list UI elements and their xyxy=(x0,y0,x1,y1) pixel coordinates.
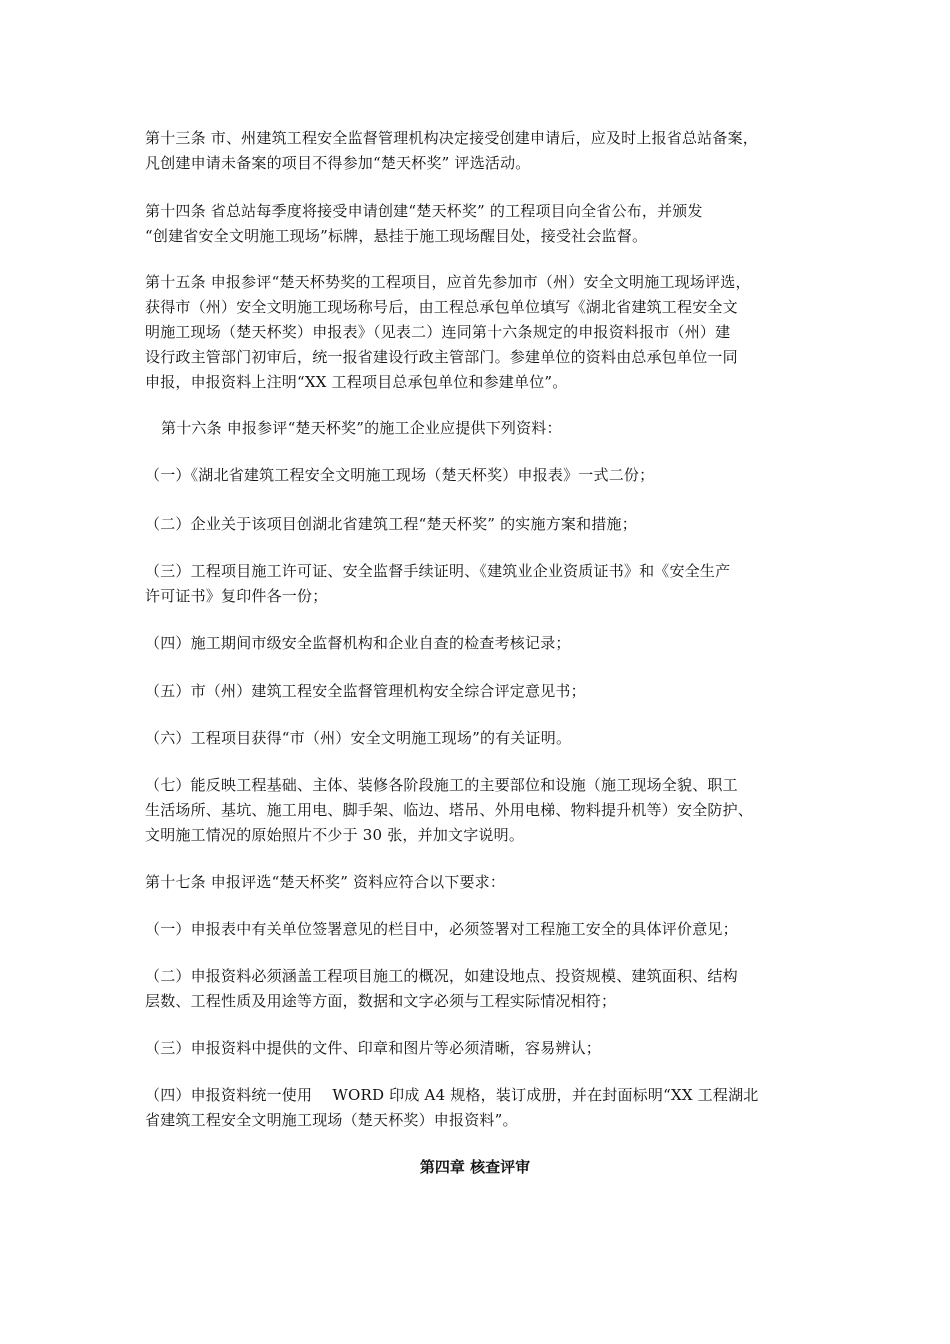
text-line: 凡创建申请未备案的项目不得参加“楚天杯奖” 评选活动。 xyxy=(145,154,531,172)
article-17-item-4 xyxy=(145,1083,835,1133)
article-17-item-1 xyxy=(145,917,835,942)
article-17-paragraph xyxy=(145,870,835,895)
text-line: （四）申报资料统一使用 WORD 印成 A4 规格，装订成册，并在封面标明“XX 工程湖北 xyxy=(145,1086,759,1104)
text-line: 文明施工情况的原始照片不少于 30 张，并加文字说明。 xyxy=(145,826,525,844)
text-line: （二）企业关于该项目创湖北省建筑工程“楚天杯奖” 的实施方案和措施； xyxy=(145,515,637,533)
text-line: （一）申报表中有关单位签署意见的栏目中，必须签署对工程施工安全的具体评价意见； xyxy=(145,920,738,938)
article-16-item-3 xyxy=(145,559,835,609)
text-line: “创建省安全文明施工现场”标牌，悬挂于施工现场醒目处，接受社会监督。 xyxy=(145,227,648,245)
text-line: 第十四条 省总站每季度将接受申请创建“楚天杯奖” 的工程项目向全省公布，并颁发 xyxy=(145,202,703,220)
text-line: 第十七条 申报评选“楚天杯奖” 资料应符合以下要求： xyxy=(145,873,506,891)
article-15-paragraph xyxy=(145,270,835,395)
text-line: （三）工程项目施工许可证、安全监督手续证明、《建筑业企业资质证书》和《安全生产 xyxy=(145,562,731,580)
article-16-item-7 xyxy=(145,773,835,848)
text-line: 第十三条 市、州建筑工程安全监督管理机构决定接受创建申请后，应及时上报省总站备案， xyxy=(145,129,758,147)
text-line: （六）工程项目获得“市（州）安全文明施工现场”的有关证明。 xyxy=(145,729,572,747)
text-line: 申报，申报资料上注明“XX 工程项目总承包单位和参建单位”。 xyxy=(145,373,568,391)
article-14-paragraph xyxy=(145,199,835,249)
text-line: （三）申报资料中提供的文件、印章和图片等必须清晰，容易辨认； xyxy=(145,1039,602,1057)
text-line: 设行政主管部门初审后，统一报省建设行政主管部门。参建单位的资料由总承包单位一同 xyxy=(145,348,738,366)
text-line: 省建筑工程安全文明施工现场（楚天杯奖）申报资料”。 xyxy=(145,1111,518,1129)
article-16-item-2 xyxy=(145,512,835,537)
article-16-item-6 xyxy=(145,726,835,751)
text-line: 第十五条 申报参评“楚天杯势奖的工程项目，应首先参加市（州）安全文明施工现场评选， xyxy=(145,273,751,291)
article-13-paragraph xyxy=(145,126,835,176)
text-line: （四）施工期间市级安全监督机构和企业自查的检查考核记录； xyxy=(145,634,571,652)
article-16-paragraph xyxy=(145,416,851,441)
article-16-item-5 xyxy=(145,679,835,704)
text-line: 第十六条 申报参评“楚天杯奖”的施工企业应提供下列资料： xyxy=(161,419,562,437)
text-line: （二）申报资料必须涵盖工程项目施工的概况，如建设地点、投资规模、建筑面积、结构 xyxy=(145,967,738,985)
text-line: 获得市（州）安全文明施工现场称号后，由工程总承包单位填写《湖北省建筑工程安全文 xyxy=(145,298,738,316)
text-line: 生活场所、基坑、施工用电、脚手架、临边、塔吊、外用电梯、物料提升机等）安全防护、 xyxy=(145,801,754,819)
text-line: （七）能反映工程基础、主体、装修各阶段施工的主要部位和设施（施工现场全貌、职工 xyxy=(145,776,738,794)
article-17-item-2 xyxy=(145,964,835,1014)
text-line: 层数、工程性质及用途等方面，数据和文字必须与工程实际情况相符； xyxy=(145,992,617,1010)
text-line: （一）《湖北省建筑工程安全文明施工现场（楚天杯奖）申报表》一式二份； xyxy=(145,466,655,484)
article-17-item-3 xyxy=(145,1036,835,1061)
text-line: 许可证书》复印件各一份； xyxy=(145,587,328,605)
text-line: （五）市（州）建筑工程安全监督管理机构安全综合评定意见书； xyxy=(145,682,586,700)
article-16-item-1 xyxy=(145,463,835,488)
article-16-item-4 xyxy=(145,631,835,656)
chapter-heading: 第四章 核查评审 xyxy=(419,1158,531,1176)
text-line: 明施工现场（楚天杯奖）申报表》（见表二）连同第十六条规定的申报资料报市（州）建 xyxy=(145,323,731,341)
